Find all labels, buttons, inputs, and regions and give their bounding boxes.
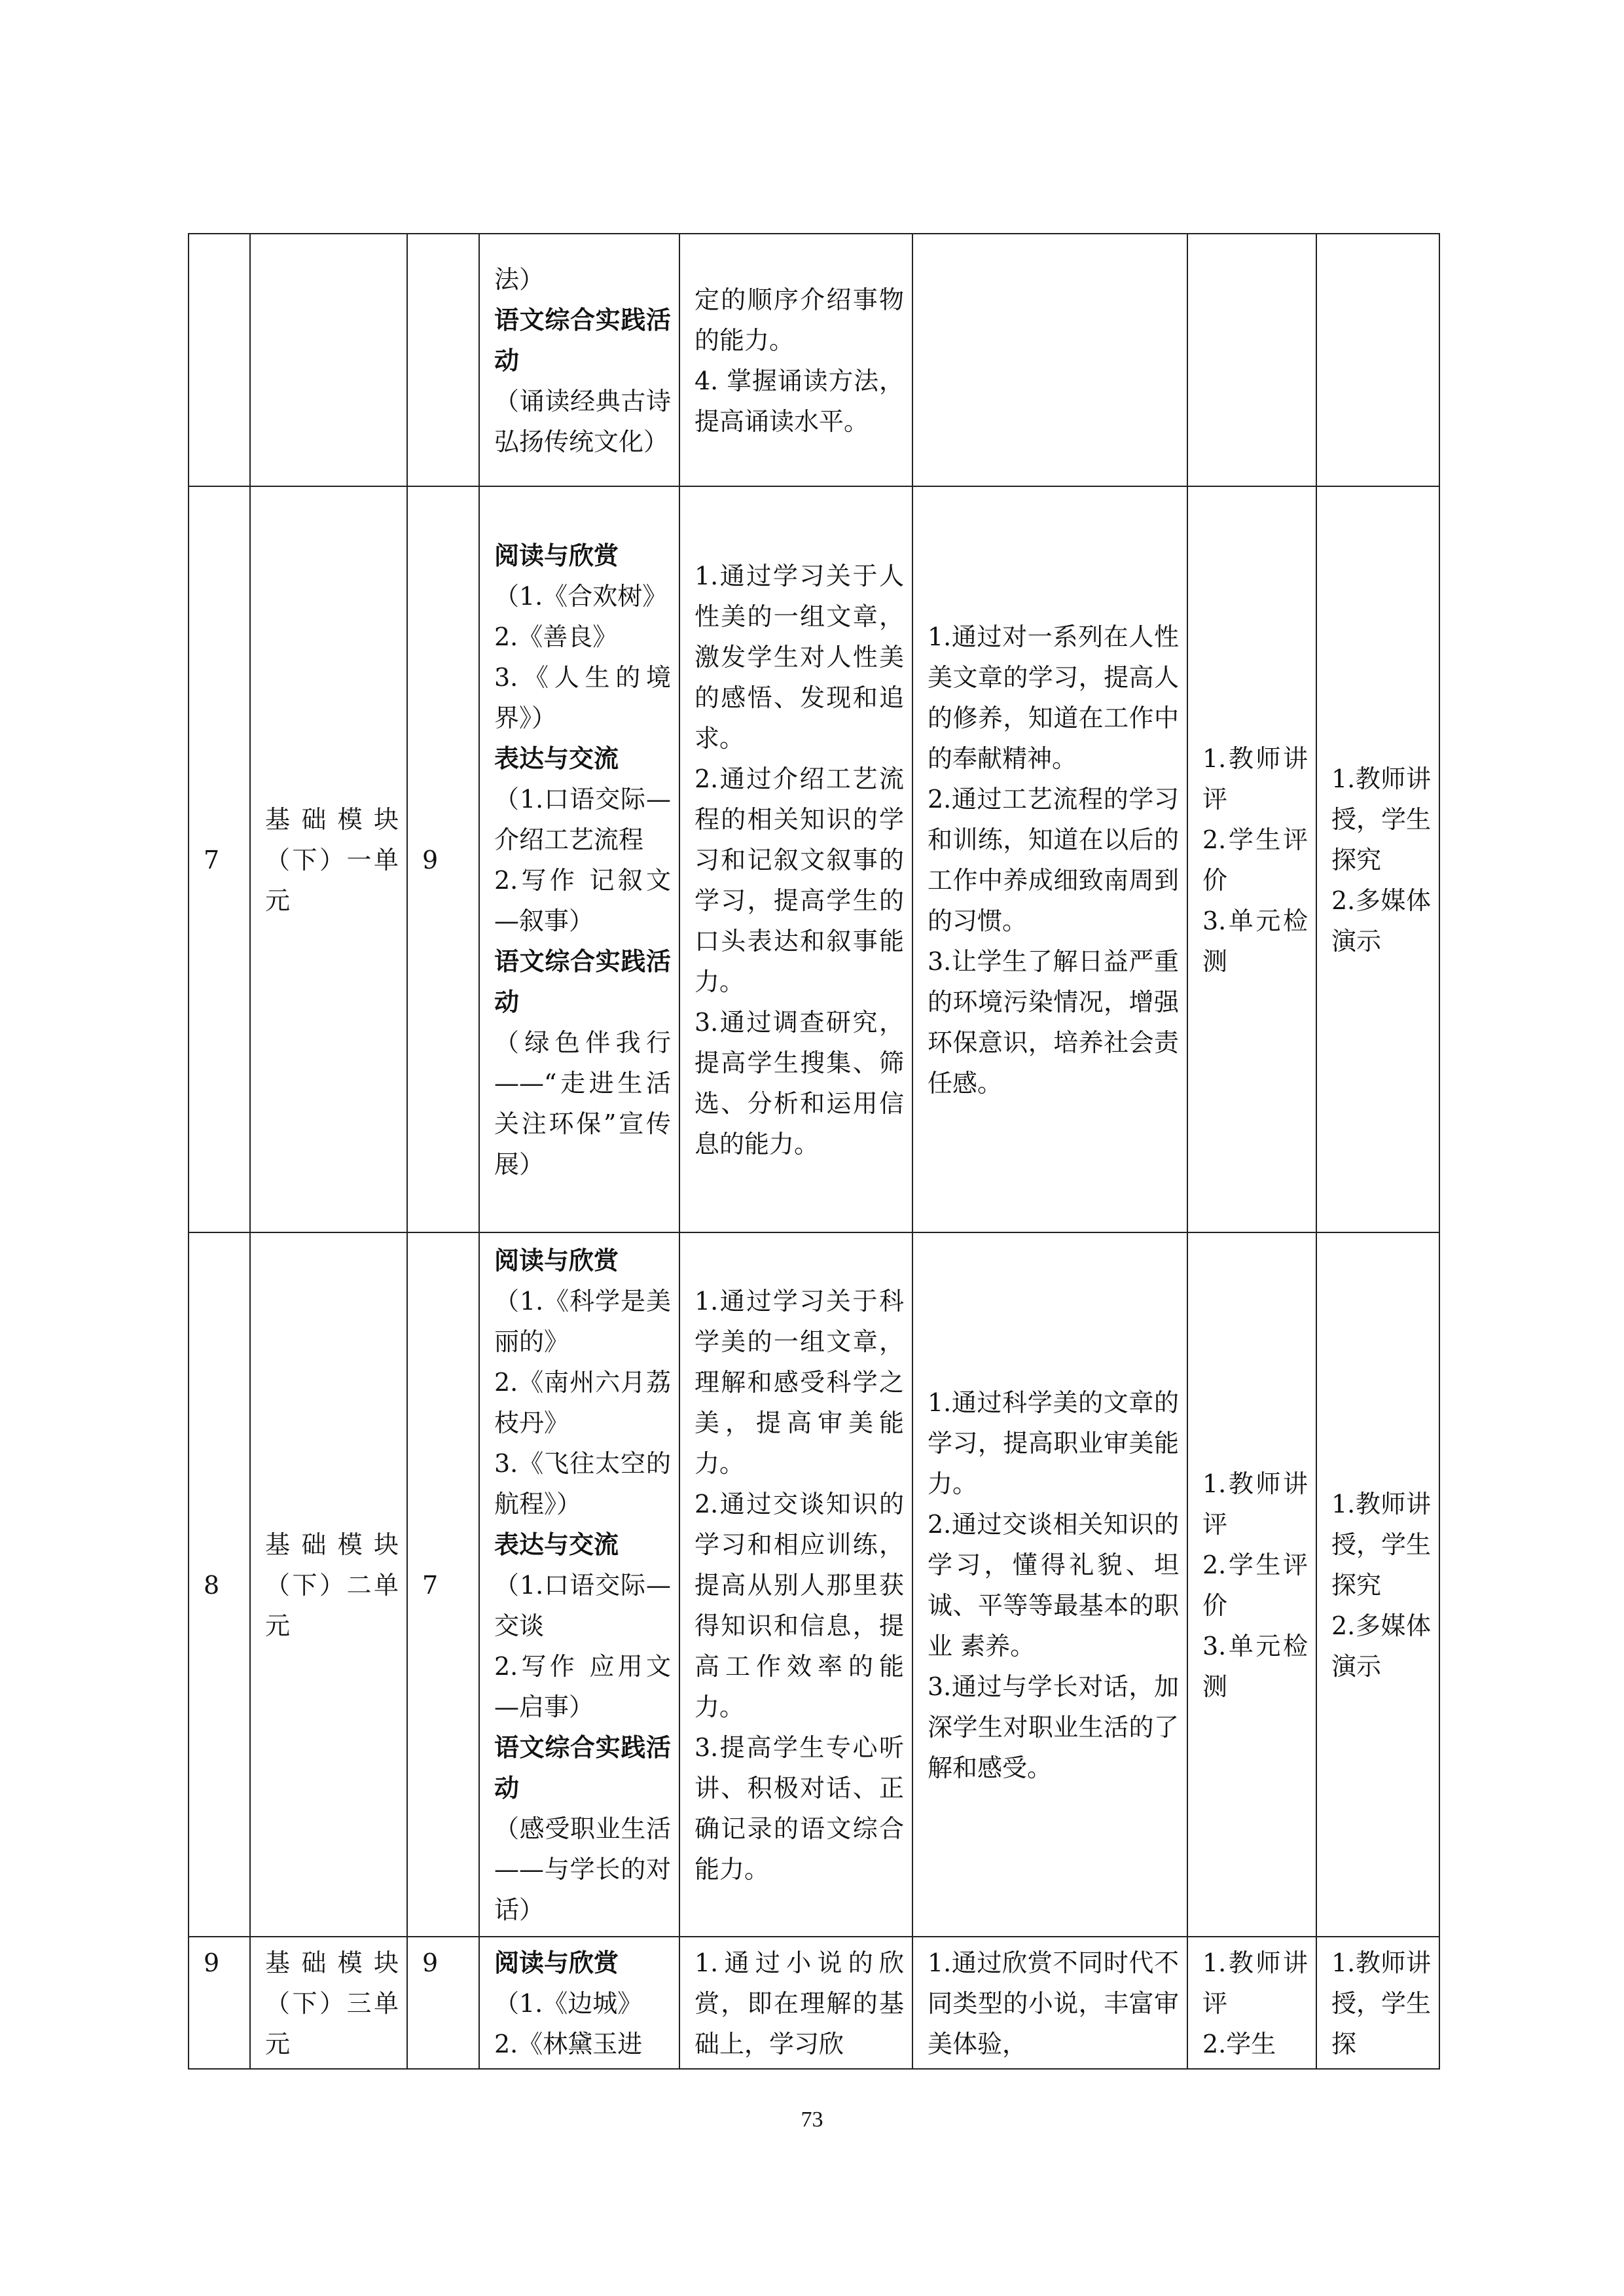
module-cell: [250, 234, 407, 486]
content-line: 3.《人生的境界》）: [494, 663, 671, 732]
curriculum-table: [188, 233, 1440, 2070]
evaluation-cell: [1187, 486, 1316, 1232]
evaluation-item: 3.单元检测: [1202, 906, 1308, 976]
method-item: 2.多媒体演示: [1331, 886, 1431, 956]
module-line: 二单元: [265, 1571, 399, 1640]
page-number: 73: [801, 2108, 823, 2132]
content-line: （1.《边城》: [494, 1989, 643, 2018]
content-line: 语文综合实践活动: [494, 305, 671, 375]
requirement-item: 2.通过工艺流程的学习和训练，知道在以后的工作中养成细致南周到的习惯。: [928, 785, 1179, 935]
goal-item: 2.通过交谈知识的学习和相应训练，提高从别人那里获得知识和信息，提高工作效率的能力。: [695, 1490, 904, 1721]
module-cell: [250, 1232, 407, 1937]
content-line: （感受职业生活——与学长的对话）: [494, 1814, 671, 1924]
goal-item: 4. 掌握诵读方法，提高诵读水平。: [695, 367, 904, 436]
content-line: （1.口语交际—介绍工艺流程: [494, 785, 671, 854]
module-line: 基础模块: [265, 1530, 399, 1559]
content-line: 2.写作 应用文—启事）: [494, 1652, 671, 1721]
content-line: 2.《南州六月荔枝丹》: [494, 1368, 671, 1437]
content-line: （诵读经典古诗弘扬传统文化）: [494, 387, 671, 456]
table-row: [189, 1232, 1439, 1937]
requirement-item: 1.通过欣赏不同时代不同类型的小说，丰富审美体验，: [928, 1948, 1179, 2058]
row-number-cell: 7: [189, 486, 250, 1232]
goals-cell: [679, 486, 912, 1232]
method-item: 1.教师讲授，学生探究: [1331, 764, 1432, 874]
evaluation-item: 2.学生: [1202, 2030, 1276, 2058]
hours-cell: 7: [407, 1232, 479, 1937]
hours-cell: [407, 234, 479, 486]
evaluation-item: 2.学生评价: [1202, 1551, 1308, 1620]
content-line: 2.写作 记叙文—叙事）: [494, 866, 671, 935]
requirements-cell: [912, 1232, 1187, 1937]
content-cell: [479, 1937, 679, 2069]
row-number-cell: 9: [189, 1937, 250, 2069]
hours-cell: 9: [407, 486, 479, 1232]
content-cell: [479, 486, 679, 1232]
goal-item: 2.通过介绍工艺流程的相关知识的学习和记叙文叙事的学习，提高学生的口头表达和叙事能力。: [695, 764, 904, 996]
method-item: 1.教师讲授，学生探究: [1331, 1490, 1432, 1600]
method-item: 2.多媒体演示: [1331, 1611, 1431, 1681]
module-line: （下）: [265, 1571, 347, 1600]
evaluation-cell: [1187, 234, 1316, 486]
table-body: [189, 234, 1439, 2069]
module-line: （下）: [265, 1989, 347, 2018]
content-line: 阅读与欣赏: [494, 541, 619, 570]
methods-cell: [1316, 234, 1439, 486]
goal-item: 1.通过小说的欣赏，即在理解的基础上，学习欣: [695, 1948, 904, 2058]
goal-item: 1.通过学习关于科学美的一组文章，理解和感受科学之美，提高审美能力。: [695, 1287, 904, 1478]
content-line: （1.《合欢树》: [494, 582, 668, 611]
requirement-item: 1.通过对一系列在人性美文章的学习，提高人的修养，知道在工作中的奉献精神。: [928, 622, 1179, 773]
module-cell: [250, 1937, 407, 2069]
goal-item: 3.提高学生专心听讲、积极对话、正确记录的语文综合能力。: [695, 1733, 904, 1884]
method-item: 1.教师讲授，学生探: [1331, 1948, 1432, 2058]
goals-cell: [679, 234, 912, 486]
goal-item: 3.通过调查研究，提高学生搜集、筛选、分析和运用信息的能力。: [695, 1008, 904, 1158]
evaluation-item: 1.教师讲评: [1202, 1948, 1308, 2018]
module-line: 三单元: [265, 1989, 399, 2058]
content-line: 语文综合实践活动: [494, 946, 671, 1016]
content-line: 法）: [494, 265, 545, 294]
requirements-cell: [912, 234, 1187, 486]
module-line: 基础模块: [265, 1948, 399, 1977]
content-line: 阅读与欣赏: [494, 1948, 619, 1977]
content-line: 阅读与欣赏: [494, 1246, 619, 1275]
evaluation-item: 3.单元检测: [1202, 1632, 1308, 1701]
module-cell: [250, 486, 407, 1232]
requirement-item: 3.让学生了解日益严重的环境污染情况，增强环保意识，培养社会责任感。: [928, 947, 1179, 1098]
evaluation-cell: [1187, 1937, 1316, 2069]
content-line: 2.《善良》: [494, 622, 618, 651]
row-number-cell: [189, 234, 250, 486]
module-line: （下）: [265, 846, 347, 874]
evaluation-cell: [1187, 1232, 1316, 1937]
table-row: [189, 234, 1439, 486]
content-line: 语文综合实践活动: [494, 1732, 671, 1803]
methods-cell: [1316, 1232, 1439, 1937]
module-line: 一单元: [265, 846, 399, 915]
content-line: 表达与交流: [494, 744, 619, 773]
content-line: （绿色伴我行——“走进生活 关注环保”宣传展）: [494, 1028, 671, 1179]
content-cell: [479, 1232, 679, 1937]
requirement-item: 1.通过科学美的文章的学习，提高职业审美能力。: [928, 1388, 1179, 1498]
row-number-cell: 8: [189, 1232, 250, 1937]
content-line: （1.口语交际—交谈: [494, 1571, 671, 1640]
evaluation-item: 2.学生评价: [1202, 825, 1308, 895]
methods-cell: [1316, 1937, 1439, 2069]
requirements-cell: [912, 486, 1187, 1232]
requirement-item: 3.通过与学长对话，加深学生对职业生活的了解和感受。: [928, 1672, 1179, 1782]
evaluation-item: 1.教师讲评: [1202, 744, 1308, 814]
goal-item: 定的顺序介绍事物的能力。: [695, 285, 904, 355]
hours-cell: 9: [407, 1937, 479, 2069]
goal-item: 1.通过学习关于人性美的一组文章，激发学生对人性美的感悟、发现和追求。: [695, 562, 904, 753]
methods-cell: [1316, 486, 1439, 1232]
requirements-cell: [912, 1937, 1187, 2069]
goals-cell: [679, 1232, 912, 1937]
module-line: 基础模块: [265, 805, 399, 834]
evaluation-item: 1.教师讲评: [1202, 1469, 1308, 1539]
requirement-item: 2.通过交谈相关知识的学习，懂得礼貌、坦诚、平等等最基本的职业 素养。: [928, 1510, 1179, 1660]
content-line: 2.《林黛玉进: [494, 2030, 643, 2058]
content-line: 表达与交流: [494, 1530, 619, 1559]
content-line: （1.《科学是美丽的》: [494, 1287, 671, 1356]
table-row: [189, 1937, 1439, 2069]
goals-cell: [679, 1937, 912, 2069]
table-row: [189, 486, 1439, 1232]
content-cell: [479, 234, 679, 486]
content-line: 3.《飞往太空的航程》）: [494, 1449, 671, 1518]
